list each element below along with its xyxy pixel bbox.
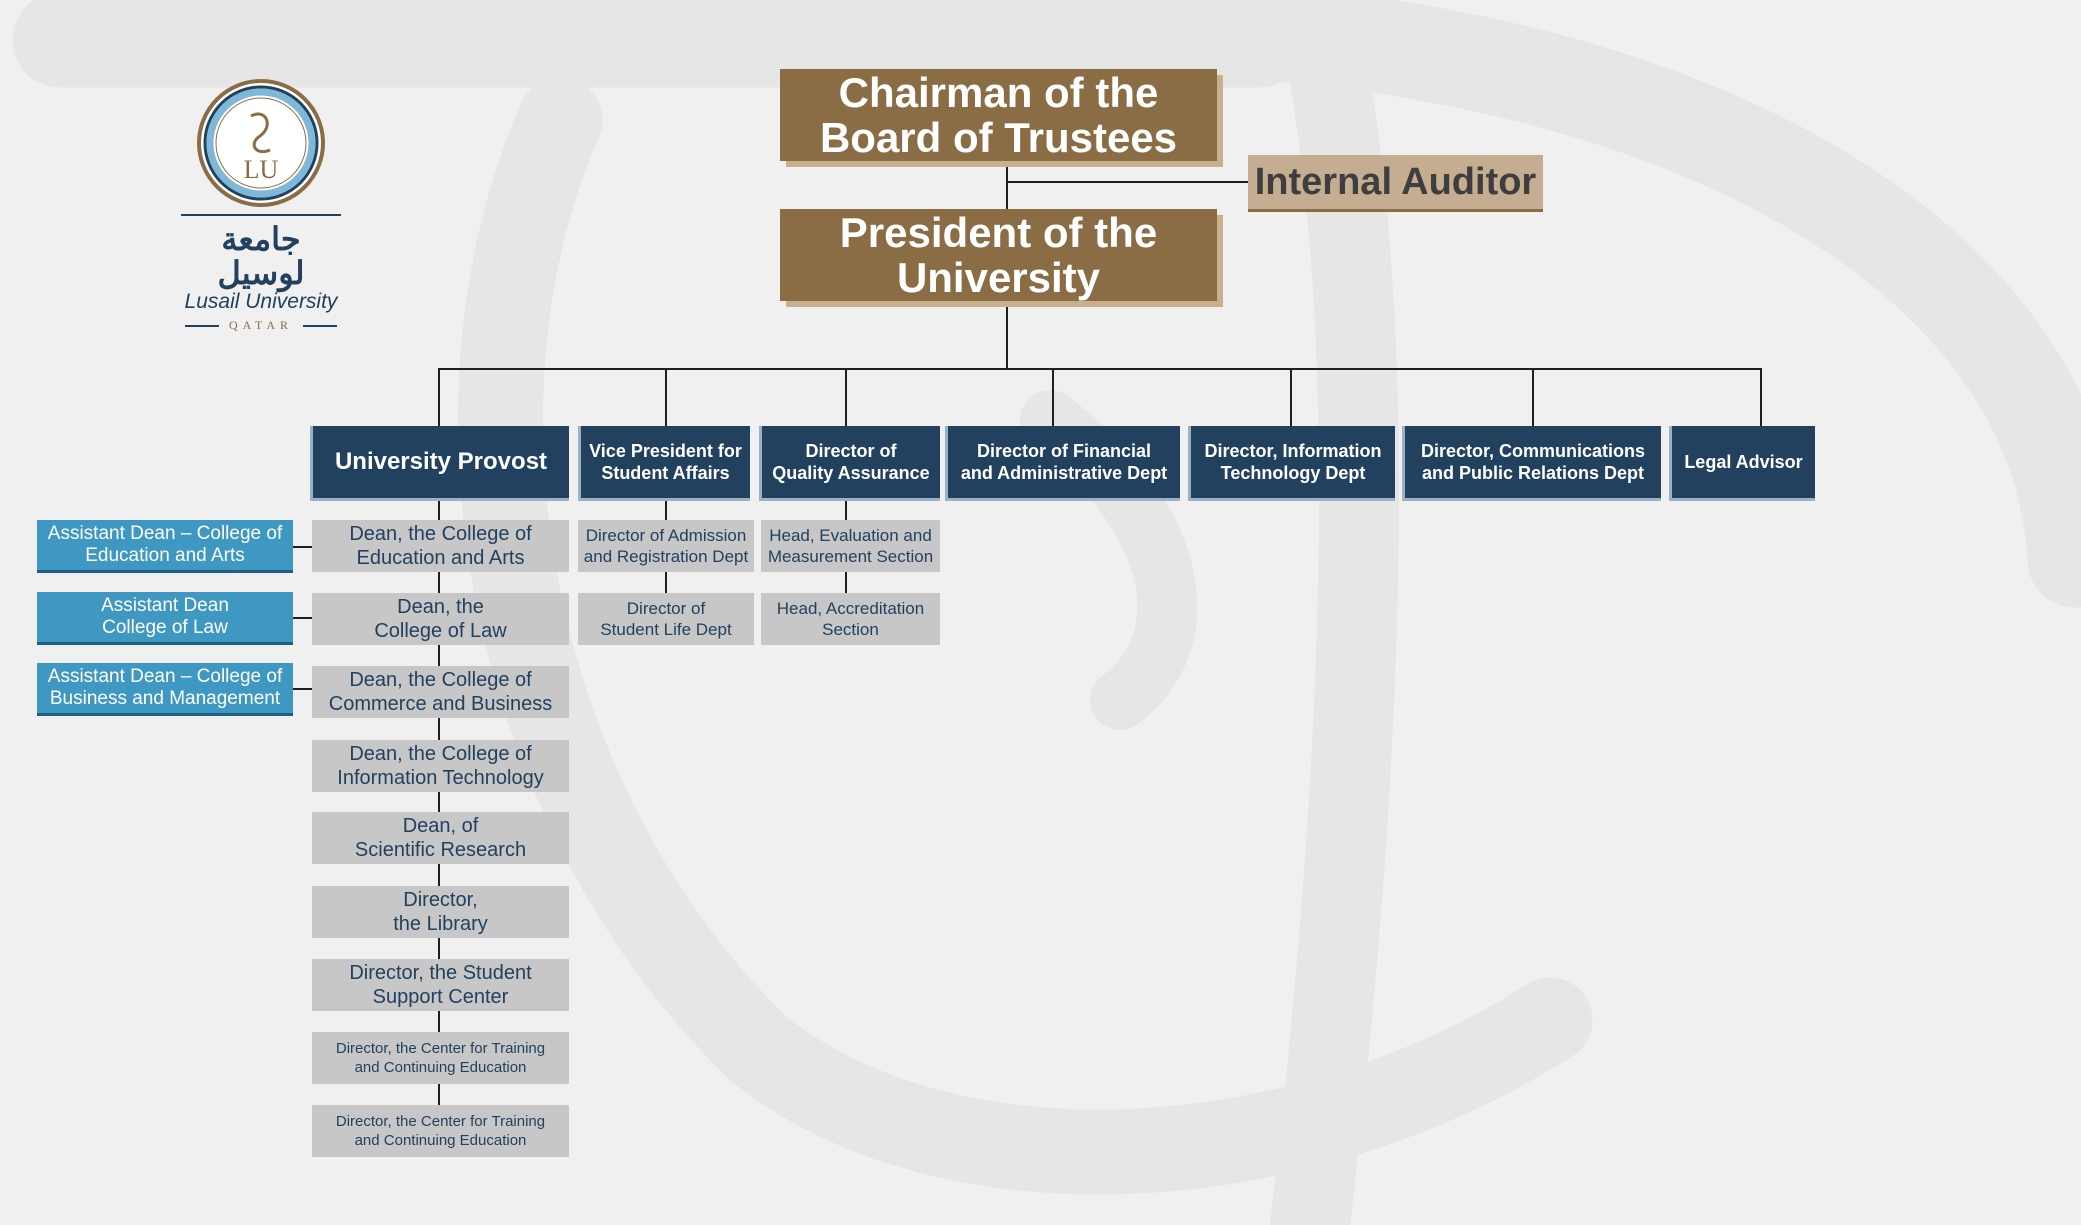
director-it-box: Director, Information Technology Dept xyxy=(1188,426,1395,501)
director-admission-registration-box: Director of Admission and Registration Dept xyxy=(578,520,754,572)
university-provost-box: University Provost xyxy=(310,426,569,501)
head-evaluation-measurement-box: Head, Evaluation and Measurement Section xyxy=(761,520,940,572)
director-library-box: Director, the Library xyxy=(312,886,569,938)
director-student-support-box: Director, the Student Support Center xyxy=(312,959,569,1011)
vp-student-affairs-box: Vice President for Student Affairs xyxy=(578,426,750,501)
dean-information-technology-box: Dean, the College of Information Technology xyxy=(312,740,569,792)
assistant-dean-education-arts-box: Assistant Dean – College of Education and Arts xyxy=(37,520,293,573)
director-student-life-box: Director of Student Life Dept xyxy=(578,593,754,645)
legal-advisor-box: Legal Advisor xyxy=(1669,426,1815,501)
dean-scientific-research-box: Dean, of Scientific Research xyxy=(312,812,569,864)
dean-law-box: Dean, the College of Law xyxy=(312,593,569,645)
logo-monogram: LU xyxy=(243,155,279,184)
assistant-dean-business-box: Assistant Dean – College of Business and Management xyxy=(37,663,293,716)
logo-english-name: Lusail University xyxy=(184,290,338,313)
director-training-center-box-2: Director, the Center for Training and Continuing Education xyxy=(312,1105,569,1157)
dean-commerce-business-box: Dean, the College of Commerce and Business xyxy=(312,666,569,718)
logo-divider xyxy=(181,214,341,216)
university-seal-icon xyxy=(196,78,326,208)
director-training-center-box: Director, the Center for Training and Continuing Education xyxy=(312,1032,569,1084)
logo-country: QATAR xyxy=(178,318,344,333)
assistant-dean-law-box: Assistant Dean College of Law xyxy=(37,592,293,645)
director-communications-box: Director, Communications and Public Relations Dept xyxy=(1402,426,1661,501)
president-box: President of the University xyxy=(780,209,1217,301)
director-financial-admin-box: Director of Financial and Administrative Dept xyxy=(945,426,1180,501)
chairman-box: Chairman of the Board of Trustees xyxy=(780,69,1217,161)
logo-arabic-name: جامعة لوسيل xyxy=(217,221,305,291)
university-logo xyxy=(178,78,344,332)
head-accreditation-box: Head, Accreditation Section xyxy=(761,593,940,645)
dean-education-arts-box: Dean, the College of Education and Arts xyxy=(312,520,569,572)
internal-auditor-box: Internal Auditor xyxy=(1248,155,1543,212)
director-quality-assurance-box: Director of Quality Assurance xyxy=(759,426,940,501)
